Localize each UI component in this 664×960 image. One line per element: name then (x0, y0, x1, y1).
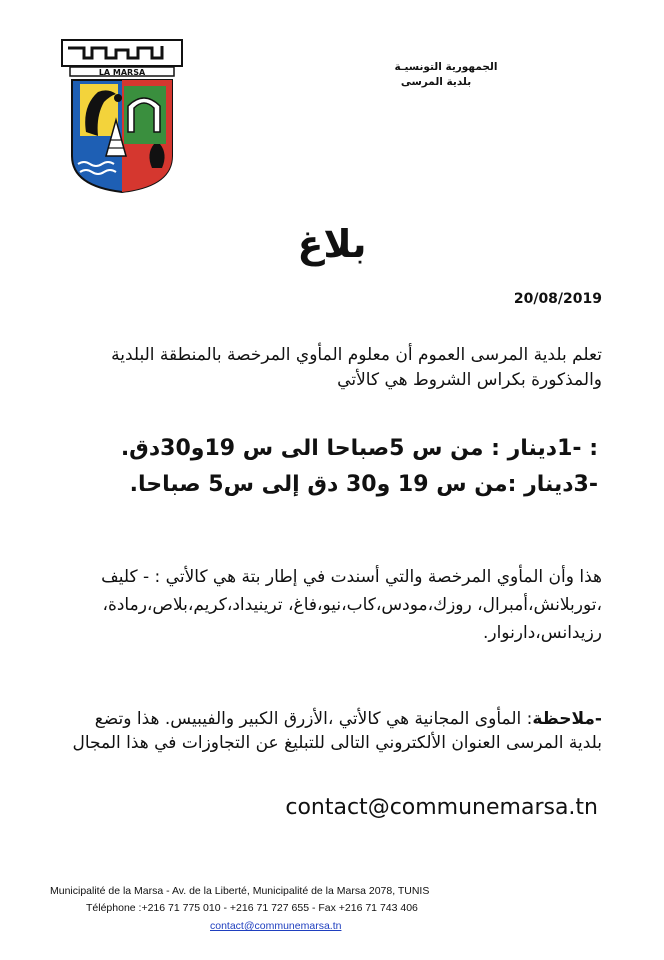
note-text: : المأوى المجانية هي كالأتي ،الأزرق الكبير والفيبيس. هذا وتضع بلدية المرسى العنوان الألكتروني التالى للتبليغ عن التجاوزات في هذا المجال (72, 709, 602, 753)
parking-list-paragraph: هذا وأن المأوي المرخصة والتي أسندت في إطار بتة هي كالأتي : - كليف ،توربلانش،أمبرال، روزك،مودس،كاب،نيو،فاغ، ترينيداد،كريم،بلاص،رمادة، رزيدانس،دارنوار. (101, 567, 602, 643)
note-label: -ملاحظة (532, 709, 602, 729)
announcement-date: 20/08/2019 (513, 291, 602, 307)
footer-phone: Téléphone :+216 71 775 010 - +216 71 727 655 - Fax +216 71 743 406 (86, 902, 418, 914)
intro-paragraph: تعلم بلدية المرسى العموم أن معلوم المأوي المرخصة بالمنطقة البلدية والمذكورة بكراس الشروط هي كالأتي (111, 345, 602, 390)
rate-line-night: -3دينار :من س 19 و30 دق إلى س5 صباحا. (129, 472, 598, 497)
header-republic: الجمهورية التونسيـة (394, 61, 498, 73)
la-marsa-logo (58, 36, 186, 194)
logo-text: LA MARSA (98, 68, 146, 77)
footer-email-link[interactable]: contact@communemarsa.tn (210, 920, 342, 932)
header-municipality: بلدية المرسى (400, 76, 472, 88)
page-title: بلاغ (297, 222, 367, 266)
contact-email[interactable]: contact@communemarsa.tn (285, 795, 598, 820)
rate-line-day: : -1دينار : من س 5صباحا الى س 19و30دق. (120, 436, 598, 461)
footer-address: Municipalité de la Marsa - Av. de la Liberté, Municipalité de la Marsa 2078, TUNIS (50, 885, 430, 897)
note-paragraph (62, 707, 602, 755)
